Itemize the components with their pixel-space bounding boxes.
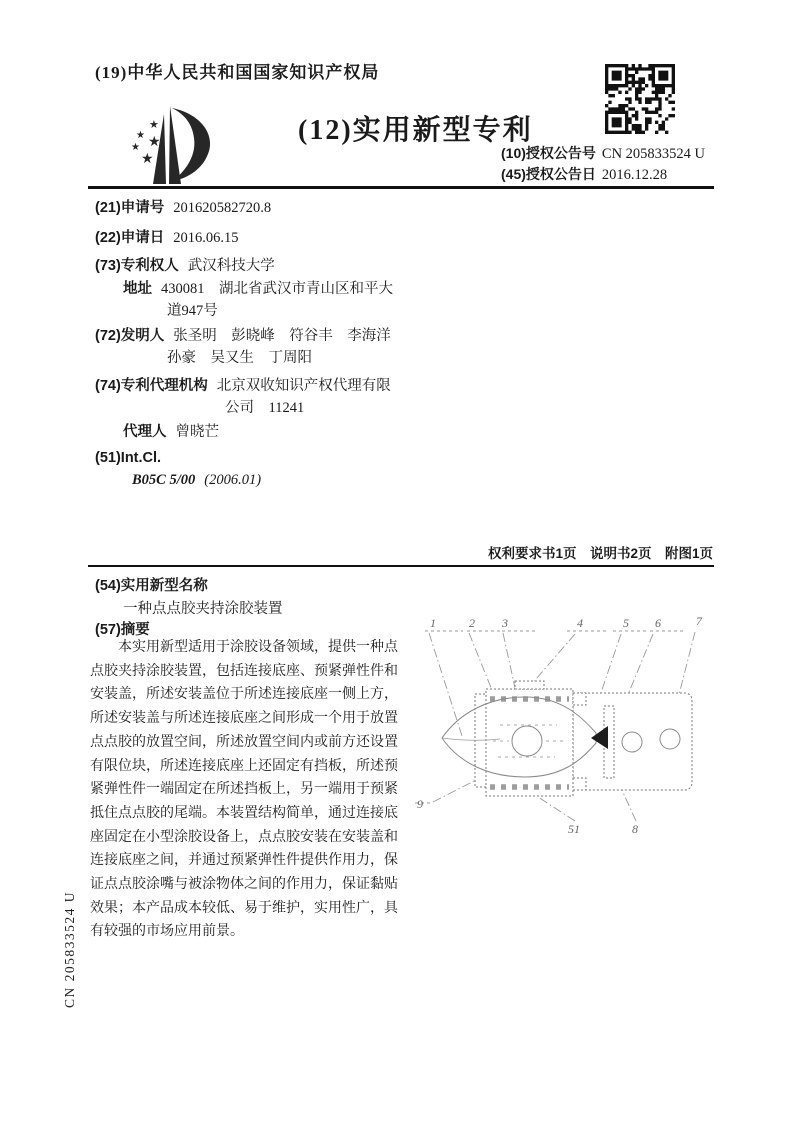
figure-ref-5: 5 (623, 616, 629, 630)
agency-label: (74)专利代理机构 (95, 378, 208, 394)
abstract-section-label: (57)摘要 (95, 622, 150, 638)
application-number-row (95, 198, 271, 219)
publication-date-value: 2016.12.28 (601, 167, 668, 183)
logo-star-icon: ★ (131, 142, 140, 153)
header-divider (88, 186, 714, 189)
agency-row-line2 (216, 398, 304, 419)
publication-date-row (501, 164, 667, 184)
logo-star-icon: ★ (136, 130, 145, 141)
publication-number-label: (10)授权公告号 (501, 145, 596, 161)
figure-ref-6: 6 (655, 616, 661, 630)
section-divider (88, 565, 714, 567)
application-date-row (95, 228, 239, 249)
inventors-line1: 张圣明 彭晓峰 符谷丰 李海洋 (173, 328, 391, 344)
inventors-row-line2 (158, 348, 312, 369)
inventors-label: (72)发明人 (95, 328, 165, 344)
pages-info: 权利要求书1页 说明书2页 附图1页 (487, 546, 713, 561)
address-row-line2 (158, 301, 218, 322)
patentee-label: (73)专利权人 (95, 258, 179, 274)
logo-star-icon: ★ (148, 135, 161, 150)
figure-ref-3: 3 (502, 616, 508, 630)
agent-label: 代理人 (123, 424, 167, 440)
application-date-value: 2016.06.15 (173, 230, 239, 246)
figure-ref-9: 9 (417, 797, 423, 811)
figure-ref-1: 1 (430, 616, 436, 630)
intcl-label: (51)Int.Cl. (95, 450, 162, 466)
abstract-text: 本实用新型适用于涂胶设备领域，提供一种点点胶夹持涂胶装置，包括连接底座、预紧弹性件和安装盖，所述安装盖位于所述连接底座一侧上方，所述安装盖与所述连接底座之间形成一个用于放置点点胶的放置空间，所述放置空间内或前方还设置有限位块，所述连接底座上还固定有挡板，所述预紧弹性件一端固定在所述挡板上，另一端用于预紧抵住点点胶的尾端。本装置结构简单，通过连接底座固定在小型涂胶设备上，点点胶安装在安装盖和连接底座之间，并通过预紧弹性件提供作用力，保证点点胶涂嘴与被涂物体之间的作用力，保证黏贴效果；本产品成本较低、易于维护，实用性广，具有较强的市场应用前景。 (90, 640, 398, 940)
application-number-label: (21)申请号 (95, 200, 165, 216)
intcl-row (95, 448, 161, 469)
qr-code (605, 64, 675, 139)
address-value-line2: 道947号 (167, 303, 218, 319)
publication-date-label: (45)授权公告日 (501, 166, 596, 182)
patent-figure (405, 600, 725, 855)
address-value-line1: 430081 湖北省武汉市青山区和平大 (161, 281, 393, 297)
intcl-version: (2006.01) (204, 472, 262, 488)
agency-line2: 公司 11241 (225, 400, 305, 416)
inventors-row (95, 326, 391, 347)
agent-value: 曾晓芒 (175, 424, 219, 440)
publication-number-row (501, 143, 705, 163)
figure-ref-7: 7 (696, 614, 702, 628)
side-publication-code: CN 205833524 U (62, 890, 77, 1008)
address-row (123, 279, 393, 300)
figure-ref-2: 2 (469, 616, 475, 630)
agency-line1: 北京双收知识产权代理有限 (216, 378, 391, 394)
document-type-title: (12)实用新型专利 (298, 115, 533, 146)
figure-ref-4: 4 (577, 616, 583, 630)
agency-row (95, 376, 391, 397)
title-section-label: (54)实用新型名称 (95, 578, 208, 594)
address-label: 地址 (123, 281, 152, 297)
application-number-value: 201620582720.8 (173, 200, 272, 216)
figure-ref-51: 51 (568, 822, 580, 836)
inventors-line2: 孙豪 吴又生 丁周阳 (167, 350, 312, 366)
logo-star-icon: ★ (149, 119, 159, 131)
agent-row (123, 422, 219, 443)
intcl-class: B05C 5/00 (132, 472, 196, 488)
patent-office-name: (19)中华人民共和国国家知识产权局 (95, 63, 380, 82)
patentee-row (95, 256, 275, 277)
patentee-value: 武汉科技大学 (187, 258, 275, 274)
logo-star-icon: ★ (141, 152, 154, 167)
intcl-value-row (123, 470, 261, 491)
publication-number-value: CN 205833524 U (601, 146, 706, 162)
application-date-label: (22)申请日 (95, 230, 165, 246)
invention-title: 一种点点胶夹持涂胶装置 (123, 601, 283, 617)
sipo-logo (123, 100, 221, 193)
figure-ref-8: 8 (632, 822, 638, 836)
